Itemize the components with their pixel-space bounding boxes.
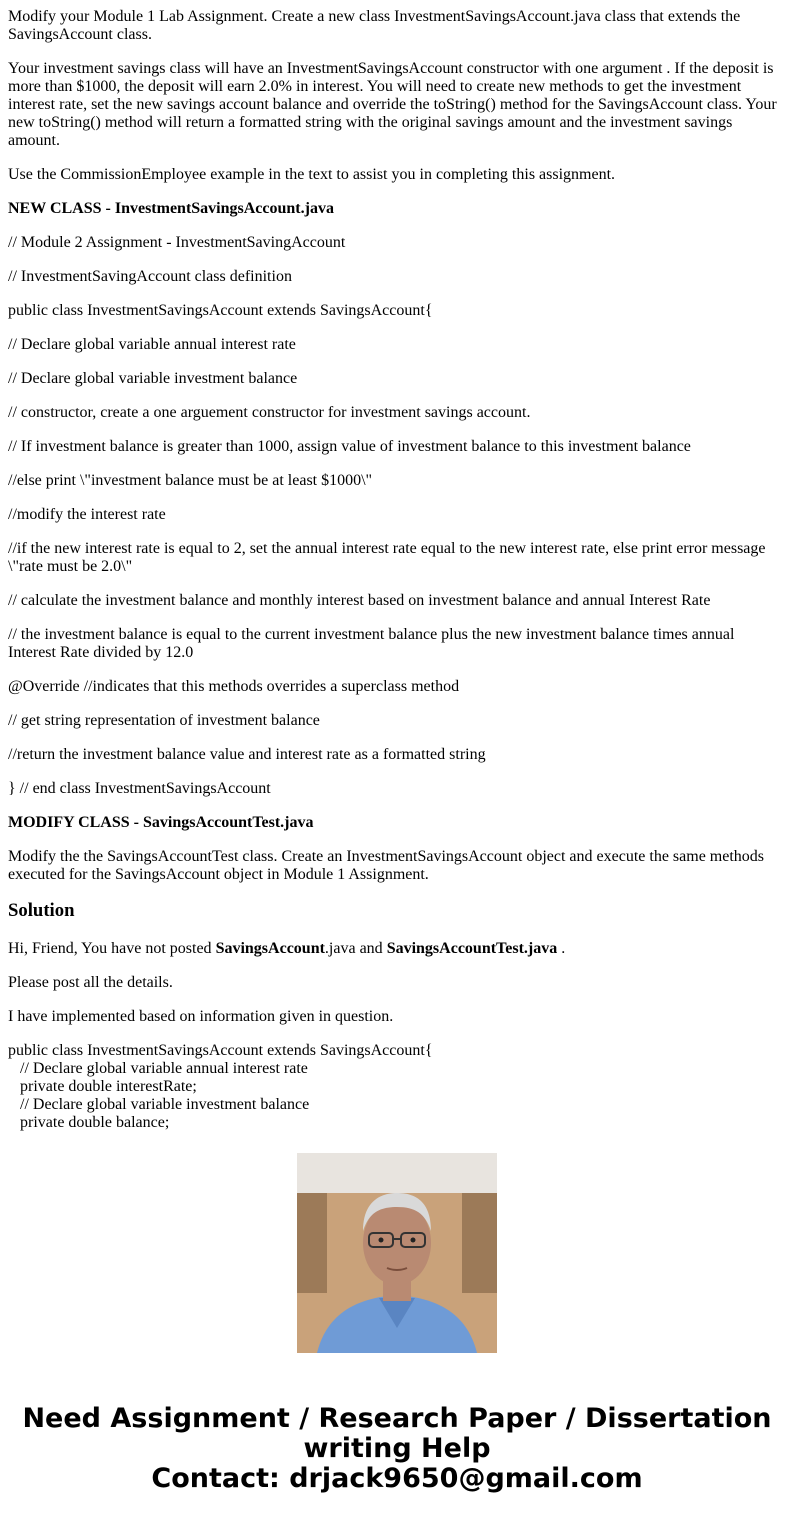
spec-line: // Declare global variable investment balance [8, 370, 298, 387]
spec-line: // Declare global variable annual interest rate [8, 336, 296, 353]
spec-line: //if the new interest rate is equal to 2, set the annual interest rate equal to the new interest rate, else print error message \"rate must be 2.0\" [8, 540, 766, 575]
avatar-portrait [297, 1153, 497, 1353]
code-line: // Declare global variable investment balance [8, 1096, 310, 1113]
promo-banner [0, 1404, 794, 1494]
solution-paragraph-3: I have implemented based on information given in question. [8, 1008, 394, 1025]
spec-line: // If investment balance is greater than 1000, assign value of investment balance to this investment balance [8, 438, 691, 455]
spec-line: // the investment balance is equal to the current investment balance plus the new investment balance times annual Interest Rate divided by 12.0 [8, 626, 735, 661]
spec-line: public class InvestmentSavingsAccount extends SavingsAccount{ [8, 302, 433, 319]
spec-line: // get string representation of investment balance [8, 712, 320, 729]
spec-line: @Override //indicates that this methods overrides a superclass method [8, 678, 460, 695]
file-name-savingsaccounttest: SavingsAccountTest.java [386, 940, 558, 957]
author-avatar [297, 1153, 497, 1353]
article-content [8, 0, 784, 1131]
question-paragraph-2: Your investment savings class will have an InvestmentSavingsAccount constructor with one argument . If the deposit is more than $1000, the deposit will earn 2.0% in interest. You will need to create new methods to get the investment interest rate, set the new savings account balance and override the toString() method for the SavingsAccount class. Your new toString() method will return a formatted string with the original savings amount and the investment savings amount. [8, 60, 777, 149]
modify-class-heading-text: MODIFY CLASS - SavingsAccountTest.java [8, 814, 314, 831]
promo-line-1: Need Assignment / Research Paper / Dissertation [22, 1403, 772, 1434]
solution-heading: Solution [8, 900, 75, 921]
question-paragraph-3: Use the CommissionEmployee example in the text to assist you in completing this assignment. [8, 166, 616, 183]
file-name-savingsaccount: SavingsAccount [215, 940, 325, 957]
avatar-eye-left [379, 1238, 384, 1243]
new-class-heading [8, 200, 784, 218]
spec-line: // constructor, create a one arguement constructor for investment savings account. [8, 404, 531, 421]
solution-paragraph-2: Please post all the details. [8, 974, 173, 991]
spec-line: // InvestmentSavingAccount class definition [8, 268, 292, 285]
spec-line: // calculate the investment balance and monthly interest based on investment balance and annual Interest Rate [8, 592, 711, 609]
new-class-heading-text: NEW CLASS - InvestmentSavingsAccount.java [8, 200, 334, 217]
avatar-door-left [297, 1193, 327, 1293]
solution-code-block [8, 1042, 784, 1132]
code-line: public class InvestmentSavingsAccount extends SavingsAccount{ [8, 1042, 433, 1059]
modify-class-heading [8, 814, 784, 832]
avatar-door-right [462, 1193, 497, 1293]
solution-intro-prefix: Hi, Friend, You have not posted [8, 940, 216, 957]
solution-intro-and: and [355, 940, 387, 957]
solution-intro [8, 940, 784, 958]
code-line: private double balance; [8, 1114, 170, 1131]
solution-intro-suffix: . [557, 940, 566, 957]
spec-line: //else print \"investment balance must be at least $1000\" [8, 472, 373, 489]
code-line: // Declare global variable annual interest rate [8, 1060, 308, 1077]
code-line: private double interestRate; [8, 1078, 197, 1095]
spec-line: //return the investment balance value and interest rate as a formatted string [8, 746, 486, 763]
promo-contact: Contact: drjack9650@gmail.com [151, 1463, 643, 1494]
question-paragraph-1: Modify your Module 1 Lab Assignment. Create a new class InvestmentSavingsAccount.java class that extends the SavingsAccount class. [8, 8, 741, 43]
avatar-eye-right [411, 1238, 416, 1243]
promo-line-2: writing Help [303, 1433, 491, 1464]
modify-class-text: Modify the the SavingsAccountTest class. Create an InvestmentSavingsAccount object and execute the same methods executed for the SavingsAccount object in Module 1 Assignment. [8, 848, 765, 883]
file-extension: .java [324, 940, 356, 957]
avatar-wall [297, 1153, 497, 1193]
spec-line: } // end class InvestmentSavingsAccount [8, 780, 271, 797]
spec-line: //modify the interest rate [8, 506, 166, 523]
spec-line: // Module 2 Assignment - InvestmentSavingAccount [8, 234, 346, 251]
